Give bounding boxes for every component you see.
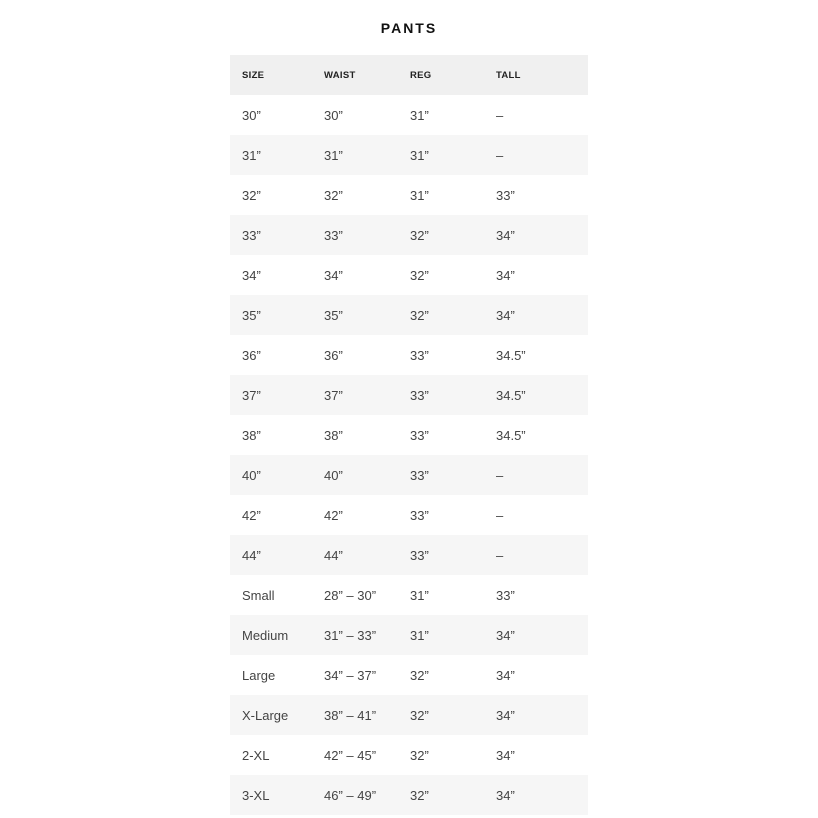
cell-size: X-Large [230, 695, 324, 735]
cell-tall: 34” [496, 615, 588, 655]
table-row [230, 175, 588, 215]
cell-waist: 46” – 49” [324, 775, 410, 815]
cell-size: 31” [230, 135, 324, 175]
table-row [230, 95, 588, 135]
cell-tall: 34” [496, 215, 588, 255]
cell-tall: 34.5” [496, 347, 526, 363]
cell-tall: – [496, 507, 504, 523]
cell-reg: 32” [410, 215, 496, 255]
cell-tall: – [496, 135, 588, 175]
cell-reg: 31” [410, 587, 429, 603]
cell-tall: – [496, 455, 588, 495]
cell-reg: 31” [410, 187, 429, 203]
cell-waist: 36” [324, 347, 343, 363]
cell-reg: 33” [410, 507, 429, 523]
table-row [230, 735, 588, 775]
cell-tall: 34” [496, 267, 515, 283]
column-header-reg: REG [410, 55, 496, 95]
cell-reg: 33” [410, 455, 496, 495]
column-header-tall: TALL [496, 55, 588, 95]
cell-size: 37” [230, 375, 324, 415]
cell-size: 42” [242, 507, 261, 523]
cell-tall: 34” [496, 775, 588, 815]
cell-reg: 32” [410, 295, 496, 335]
cell-reg: 32” [410, 267, 429, 283]
cell-waist: 32” [324, 187, 343, 203]
cell-tall: 34” [496, 695, 588, 735]
cell-reg: 31” [410, 615, 496, 655]
cell-tall: – [496, 535, 588, 575]
cell-waist: 35” [324, 295, 410, 335]
cell-waist: 42” [324, 507, 343, 523]
cell-tall: – [496, 107, 504, 123]
cell-tall: 34.5” [496, 427, 526, 443]
cell-reg: 31” [410, 135, 496, 175]
size-chart-table [230, 55, 588, 815]
cell-size: 40” [230, 455, 324, 495]
cell-reg: 33” [410, 375, 496, 415]
cell-waist: 33” [324, 215, 410, 255]
cell-waist: 42” – 45” [324, 747, 377, 763]
table-row [230, 415, 588, 455]
cell-size: 2-XL [242, 747, 270, 763]
cell-reg: 32” [410, 747, 429, 763]
cell-size: 34” [242, 267, 261, 283]
cell-reg: 33” [410, 535, 496, 575]
table-row [230, 295, 588, 335]
cell-size: Small [242, 587, 275, 603]
table-row [230, 335, 588, 375]
cell-waist: 38” [324, 427, 343, 443]
cell-waist: 31” [324, 135, 410, 175]
table-row [230, 135, 588, 175]
column-header-waist: WAIST [324, 55, 410, 95]
cell-waist: 38” – 41” [324, 695, 410, 735]
cell-waist: 34” – 37” [324, 667, 377, 683]
table-row [230, 615, 588, 655]
cell-size: Medium [230, 615, 324, 655]
cell-tall: 33” [496, 587, 515, 603]
page-title: PANTS [380, 20, 438, 36]
column-header-size: SIZE [230, 55, 324, 95]
cell-waist: 40” [324, 455, 410, 495]
cell-size: 3-XL [230, 775, 324, 815]
table-row [230, 535, 588, 575]
cell-reg: 33” [410, 427, 429, 443]
cell-reg: 33” [410, 347, 429, 363]
cell-size: 38” [242, 427, 261, 443]
cell-size: 30” [242, 107, 261, 123]
table-row [230, 455, 588, 495]
cell-size: 44” [230, 535, 324, 575]
cell-waist: 44” [324, 535, 410, 575]
table-row [230, 495, 588, 535]
table-row [230, 655, 588, 695]
cell-size: Large [242, 667, 276, 683]
cell-size: 35” [230, 295, 324, 335]
cell-reg: 32” [410, 695, 496, 735]
cell-waist: 30” [324, 107, 343, 123]
cell-size: 36” [242, 347, 261, 363]
cell-reg: 31” [410, 107, 429, 123]
table-row [230, 695, 588, 735]
cell-size: 32” [242, 187, 261, 203]
cell-tall: 34” [496, 667, 515, 683]
table-row [230, 375, 588, 415]
cell-tall: 34” [496, 295, 588, 335]
cell-size: 33” [230, 215, 324, 255]
cell-tall: 34” [496, 747, 515, 763]
table-row [230, 255, 588, 295]
cell-tall: 34.5” [496, 375, 588, 415]
cell-waist: 31” – 33” [324, 615, 410, 655]
cell-reg: 32” [410, 775, 496, 815]
table-row [230, 215, 588, 255]
cell-tall: 33” [496, 187, 515, 203]
table-header-row [230, 55, 588, 95]
cell-waist: 28” – 30” [324, 587, 377, 603]
table-row [230, 575, 588, 615]
cell-reg: 32” [410, 667, 429, 683]
cell-waist: 37” [324, 375, 410, 415]
cell-waist: 34” [324, 267, 343, 283]
table-row [230, 775, 588, 815]
